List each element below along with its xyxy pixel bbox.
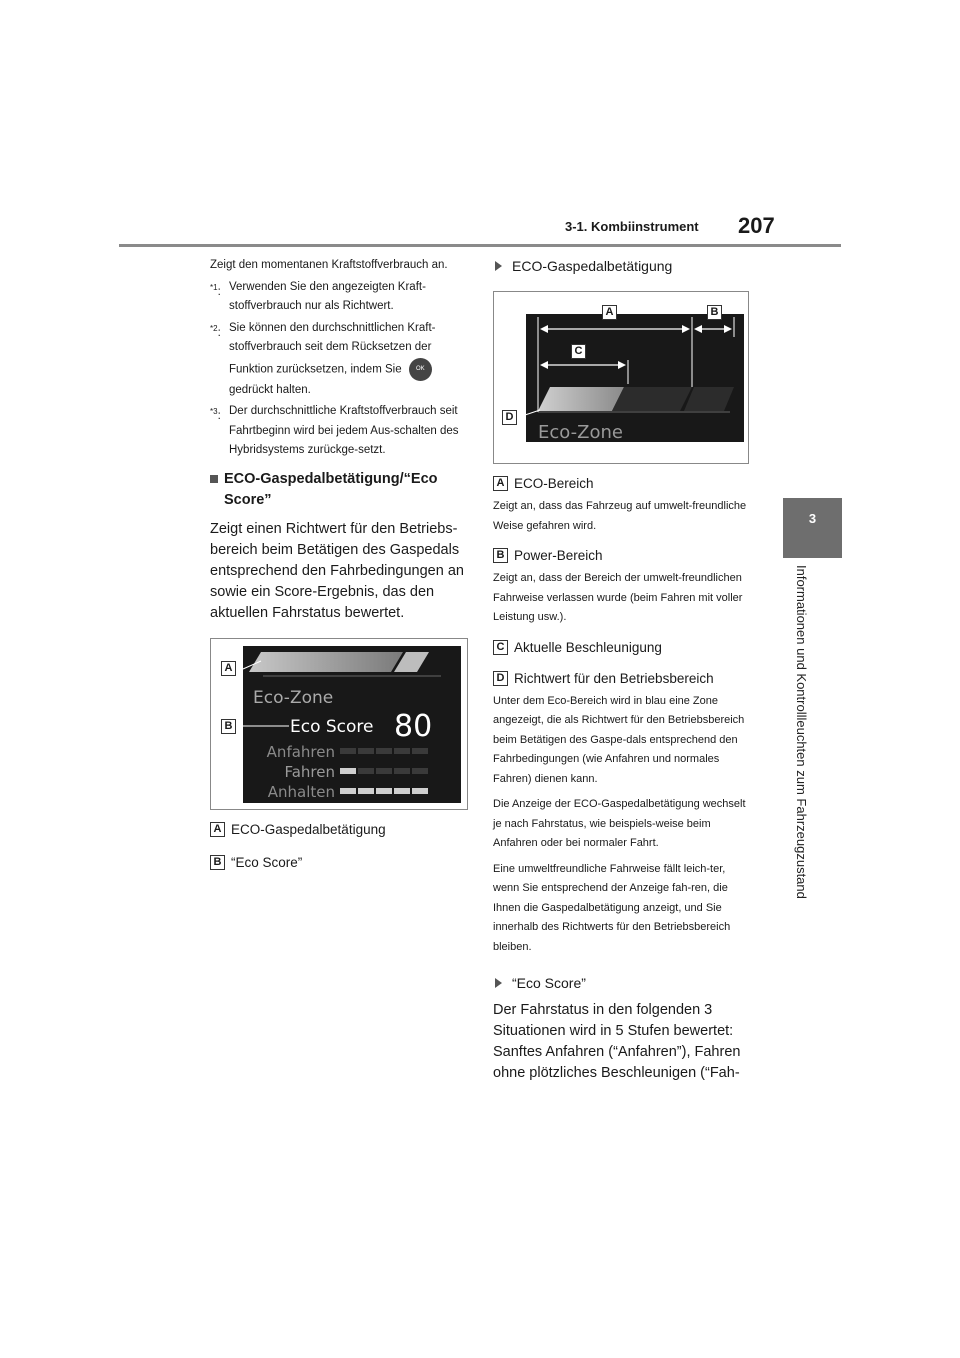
chapter-tab: 3 [783, 498, 842, 558]
left-column [210, 256, 470, 870]
score-segment [376, 748, 392, 754]
score-segment [394, 788, 410, 794]
score-segment [394, 768, 410, 774]
score-segment [394, 748, 410, 754]
score-segment [358, 768, 374, 774]
bullet-eco-score: “Eco Score” [493, 973, 753, 993]
header-rule [119, 244, 841, 247]
square-bullet-icon [210, 475, 218, 483]
footnote-2: $^{*2}$: Sie können den durchschnittlichen Kraft-stoffverbrauch seit dem Rücksetzen der Funktion zurücksetzen, indem Sie OK gedrückt halten. [210, 321, 436, 396]
item-c: C Aktuelle Beschleunigung [493, 640, 753, 655]
score-value: 80 [394, 708, 433, 744]
triangle-bullet-icon [495, 261, 502, 271]
bullet-eco-pedal: ECO-Gaspedalbetätigung [493, 256, 753, 276]
intro-text: Zeigt den momentanen Kraftstoffverbrauch an. [210, 259, 448, 271]
callout-b: B [221, 719, 236, 734]
callout-c: C [571, 344, 586, 359]
paragraph-2: Eine umweltfreundliche Fahrweise fällt leich-ter, wenn Sie entsprechend der Anzeige fah-ren, die Ihnen die Gaspedalbetätigung anzeigt, und Sie innerhalb des Richtwerts für den Betriebsbereich bleiben. [493, 862, 731, 953]
section-heading: ECO-Gaspedalbetätigung/“Eco Score” [210, 469, 470, 511]
row-label-anhalten: Anhalten [267, 782, 335, 801]
item-b: B Power-Bereich [493, 548, 753, 563]
triangle-bullet-icon [495, 978, 502, 988]
score-segment [358, 748, 374, 754]
eco-pedal-figure [493, 291, 749, 464]
score-segment [412, 748, 428, 754]
callout-a: A [221, 661, 236, 676]
callout-b: B [707, 305, 722, 320]
legend-a: A ECO-Gaspedalbetätigung [210, 822, 470, 837]
right-column [493, 256, 753, 1084]
item-a: A ECO-Bereich [493, 476, 753, 491]
score-segment [340, 788, 356, 794]
paragraph-1: Die Anzeige der ECO-Gaspedalbetätigung wechselt je nach Fahrstatus, wie beispiels-weise beim Anfahren oder bei normaler Fahrt. [493, 798, 746, 849]
score-segment [376, 768, 392, 774]
zone-label: Eco-Zone [253, 687, 334, 708]
callout-d: D [502, 410, 517, 425]
footnote-3: $^{*3}$: Der durchschnittliche Kraftstoffverbrauch seit Fahrtbeginn wird bei jedem Aus-schalten des Hybridsystems zurückge-setzt. [210, 405, 459, 456]
score-segment [412, 788, 428, 794]
eco-score-figure [210, 638, 468, 810]
score-segment [340, 768, 356, 774]
row-label-anfahren: Anfahren [266, 742, 335, 761]
score-segment [376, 788, 392, 794]
callout-a: A [602, 305, 617, 320]
score-segment [412, 768, 428, 774]
ok-button-icon: OK [409, 358, 432, 381]
score-label: Eco Score [290, 716, 374, 737]
chapter-title: Informationen und Kontrollleuchten zum Fahrzeugzustand [794, 565, 809, 899]
footnote-1: $^{*1}$: Verwenden Sie den angezeigten Kraft-stoffverbrauch nur als Richtwert. [210, 280, 426, 312]
eco-score-display [211, 639, 467, 809]
zone-label: Eco-Zone [538, 422, 623, 443]
score-segment [358, 788, 374, 794]
legend-b: B “Eco Score” [210, 855, 470, 870]
row-label-fahren: Fahren [284, 762, 335, 781]
section-body: Zeigt einen Richtwert für den Betriebs-bereich beim Betätigen des Gaspedals entsprechend den Fahrbedingungen an sowie ein Score-Ergebnis, das den aktuellen Fahrstatus bewertet. [210, 520, 464, 621]
section-title: 3-1. Kombiinstrument [565, 219, 699, 234]
item-d-desc: Unter dem Eco-Bereich wird in blau eine Zone angezeigt, die als Richtwert für den Betriebsbereich beim Betätigen des Gaspe-dals entsprechend den Fahrbedingungen (wie Anfahren und normales Fahren) dienen kann. [493, 694, 745, 785]
score-segment [340, 748, 356, 754]
item-b-desc: Zeigt an, dass der Bereich der umwelt-freundlichen Fahrweise verlassen wurde (beim Fahren mit voller Leistung usw.). [493, 572, 743, 623]
eco-score-body: Der Fahrstatus in den folgenden 3 Situationen wird in 5 Stufen bewertet: Sanftes Anfahren (“Anfahren”), Fahren ohne plötzliches Beschleunigen (“Fah- [493, 1002, 741, 1081]
item-d: D Richtwert für den Betriebsbereich [493, 671, 753, 686]
item-a-desc: Zeigt an, dass das Fahrzeug auf umwelt-freundliche Weise gefahren wird. [493, 500, 747, 532]
page-number: 207 [738, 213, 775, 238]
